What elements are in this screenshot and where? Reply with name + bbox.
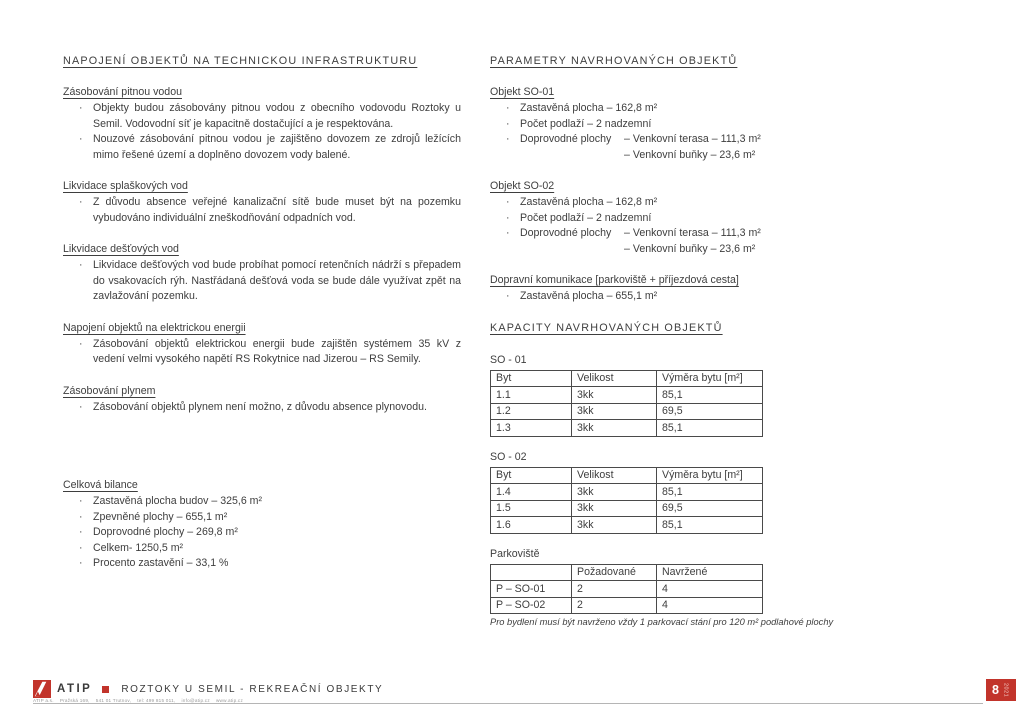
- data-table: [490, 564, 763, 615]
- bullet-item: · Zpevněné plochy – 655,1 m²: [93, 510, 461, 526]
- table-row: [491, 403, 763, 420]
- text-section: [490, 274, 914, 305]
- table-row: [491, 581, 763, 598]
- row-value: – Venkovní buňky – 23,6 m²: [624, 242, 756, 255]
- row-value: – Venkovní buňky – 23,6 m²: [624, 148, 756, 161]
- section-heading: Zásobování pitnou vodou: [63, 86, 182, 98]
- table-cell: 3kk: [572, 387, 657, 404]
- table-cell: 3kk: [572, 517, 657, 534]
- section-heading: Likvidace dešťových vod: [63, 243, 179, 255]
- bullet-list: [63, 101, 461, 163]
- object-row: · Zastavěná plocha – 162,8 m²: [520, 101, 914, 117]
- table-row: [491, 387, 763, 404]
- column-header: [491, 564, 572, 581]
- table-caption: SO - 02: [490, 450, 527, 463]
- bullet-item: · Doprovodné plochy – 269,8 m²: [93, 525, 461, 541]
- section-heading: Napojení objektů na elektrickou energii: [63, 321, 246, 334]
- table-cell: 1.3: [491, 420, 572, 437]
- table-cell: 69,5: [657, 500, 763, 517]
- bullet-item: · Zastavěná plocha – 655,1 m²: [520, 289, 914, 305]
- bullet-list: [490, 289, 914, 305]
- table-cell: 4: [657, 597, 763, 614]
- footer-project-title: ROZTOKY U SEMIL - REKREAČNÍ OBJEKTY: [121, 683, 384, 695]
- page-year: 2021: [1002, 682, 1009, 698]
- object-row: · Počet podlaží – 2 nadzemní: [520, 211, 914, 227]
- left-column: [63, 55, 461, 589]
- object-row: · Počet podlaží – 2 nadzemní: [520, 117, 914, 133]
- column-header: Výměra bytu [m²]: [657, 370, 763, 387]
- bullet-list: [63, 400, 461, 416]
- object-block: [490, 180, 914, 257]
- text-section: [63, 180, 461, 226]
- column-header: Velikost: [572, 467, 657, 484]
- bullet-list: [63, 494, 461, 572]
- bullet-item: · Zásobování objektů plynem není možno, z důvodu absence plynovodu.: [93, 400, 461, 416]
- table-cell: 85,1: [657, 387, 763, 404]
- column-header: Výměra bytu [m²]: [657, 467, 763, 484]
- left-column-title: NAPOJENÍ OBJEKTŮ NA TECHNICKOU INFRASTRUKTURU: [63, 55, 418, 67]
- column-header: Byt: [491, 370, 572, 387]
- page-number-box: [986, 679, 1016, 701]
- table-cell: 69,5: [657, 403, 763, 420]
- object-row: [520, 226, 914, 242]
- row-value: – Venkovní terasa – 111,3 m²: [624, 227, 761, 239]
- table-cell: 4: [657, 581, 763, 598]
- bullet-item: · Procento zastavění – 33,1 %: [93, 556, 461, 572]
- bullet-item: · Likvidace dešťových vod bude probíhat pomocí retenčních nádrží s přepadem do vsakovacích rýh. Nastřádaná dešťová voda se bude dále využívat zpět na zavlažování pozemku.: [93, 258, 461, 305]
- footer-logo-row: [33, 679, 383, 699]
- section-heading: Zásobování plynem: [63, 384, 156, 397]
- object-row: · Zastavěná plocha – 162,8 m²: [520, 195, 914, 211]
- table-block: [490, 547, 914, 628]
- table-cell: 1.6: [491, 517, 572, 534]
- table-cell: 1.4: [491, 484, 572, 501]
- table-header-row: [491, 564, 763, 581]
- text-section: [63, 385, 461, 416]
- table-block: [490, 353, 914, 437]
- object-rows: [490, 101, 914, 163]
- left-sections: [63, 86, 461, 415]
- table-cell: 1.1: [491, 387, 572, 404]
- right-column-title: PARAMETRY NAVRHOVANÝCH OBJEKTŮ: [490, 55, 738, 67]
- table-cell: 3kk: [572, 484, 657, 501]
- bullet-item: · Nouzové zásobování pitnou vodou je zajištěno dovozem ze zdrojů ležících mimo řešené území a doplněno dovozem vody balené.: [93, 132, 461, 163]
- table-cell: 3kk: [572, 403, 657, 420]
- table-cell: 85,1: [657, 420, 763, 437]
- footer-address-line: ATIP a.s. Pražská 169, 541 01 Trutnov, tel: 499 815 011, info@atip.cz www.atip.cz: [33, 698, 244, 704]
- table-block: [490, 450, 914, 534]
- table-header-row: [491, 467, 763, 484]
- table-cell: 85,1: [657, 517, 763, 534]
- transport-section-slot: [490, 274, 914, 305]
- table-cell: 1.2: [491, 403, 572, 420]
- footer-square-bullet-icon: [102, 686, 109, 693]
- text-section: [63, 243, 461, 305]
- bullet-item: · Zastavěná plocha budov – 325,6 m²: [93, 494, 461, 510]
- table-cell: 85,1: [657, 484, 763, 501]
- capacity-title: KAPACITY NAVRHOVANÝCH OBJEKTŮ: [490, 321, 723, 334]
- table-row: [491, 484, 763, 501]
- bullet-item: · Celkem- 1250,5 m²: [93, 541, 461, 557]
- object-rows: [490, 195, 914, 257]
- row-value: – Venkovní terasa – 111,3 m²: [624, 133, 761, 145]
- bullet-list: [63, 337, 461, 368]
- table-cell: P – SO-02: [491, 597, 572, 614]
- object-row-continuation: [520, 242, 914, 258]
- object-row-continuation: [520, 148, 914, 164]
- bullet-list: [63, 195, 461, 226]
- bullet-item: · Z důvodu absence veřejné kanalizační sítě bude muset být na pozemku vybudováno individuální zneškodňování odpadních vod.: [93, 195, 461, 226]
- table-cell: 1.5: [491, 500, 572, 517]
- capacity-title-wrap: [490, 322, 914, 334]
- row-label: · Doprovodné plochy: [520, 133, 612, 145]
- object-heading: Objekt SO-02: [490, 180, 555, 192]
- column-header: Velikost: [572, 370, 657, 387]
- table-note: Pro bydlení musí být navrženo vždy 1 parkovací stání pro 120 m² podlahové plochy: [490, 617, 834, 627]
- table-header-row: [491, 370, 763, 387]
- row-label: · Doprovodné plochy: [520, 227, 612, 239]
- data-table: [490, 467, 763, 534]
- footer-divider: [33, 703, 983, 704]
- object-parameter-blocks: [490, 86, 914, 257]
- text-section: [63, 479, 461, 572]
- table-cell: P – SO-01: [491, 581, 572, 598]
- section-heading: Dopravní komunikace [parkoviště + příjezdová cesta]: [490, 274, 739, 286]
- table-caption: SO - 01: [490, 353, 527, 366]
- table-cell: 3kk: [572, 420, 657, 437]
- table-cell: 3kk: [572, 500, 657, 517]
- bullet-item: · Zásobování objektů elektrickou energii bude zajištěn systémem 35 kV z vedení velmi vysokého napětí RS Rokytnice nad Jizerou – RS Semily.: [93, 337, 461, 368]
- table-cell: 2: [572, 581, 657, 598]
- bullet-list: [63, 258, 461, 305]
- column-header: Požadované: [572, 564, 657, 581]
- object-heading: Objekt SO-01: [490, 86, 555, 98]
- object-row: [520, 132, 914, 148]
- table-row: [491, 597, 763, 614]
- table-cell: 2: [572, 597, 657, 614]
- table-caption: Parkoviště: [490, 547, 540, 560]
- column-header: Navržené: [657, 564, 763, 581]
- data-table: [490, 370, 763, 437]
- column-header: Byt: [491, 467, 572, 484]
- atip-logo-icon: [33, 680, 51, 698]
- page-number: 8: [992, 682, 999, 697]
- table-row: [491, 500, 763, 517]
- section-heading: Likvidace splaškových vod: [63, 180, 188, 192]
- capacity-tables: [490, 353, 914, 628]
- bullet-item: · Objekty budou zásobovány pitnou vodou z obecního vodovodu Roztoky u Semil. Vodovodní síť je kapacitně dostačující a je respektována.: [93, 101, 461, 132]
- text-section: [63, 322, 461, 368]
- right-column: [490, 55, 914, 640]
- balance-section-slot: [63, 479, 461, 572]
- object-block: [490, 86, 914, 163]
- text-section: [63, 86, 461, 163]
- atip-logo-text: ATIP: [57, 683, 93, 695]
- table-row: [491, 420, 763, 437]
- table-row: [491, 517, 763, 534]
- section-heading: Celková bilance: [63, 479, 138, 491]
